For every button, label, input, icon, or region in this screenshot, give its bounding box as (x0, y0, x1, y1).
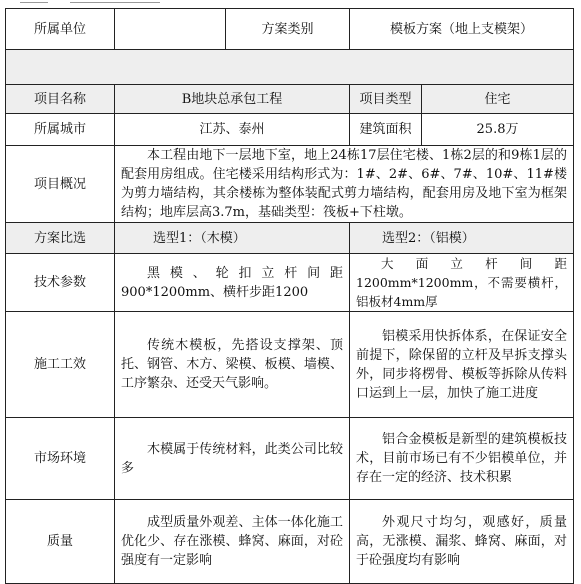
scheme-type-value: 模板方案（地上支模架） (350, 9, 574, 50)
scheme-comparison-table (5, 8, 574, 584)
table-row (6, 114, 574, 146)
summary-text: 本工程由地下一层地下室，地上24栋17层住宅楼、1栋2层的和9栋1层的配套用房组成。住宅楼采用结构形式为：1#、2#、6#、7#、10#、11#楼为剪力墙结构，其余楼栋为整体装配式剪力墙结构，配套用房及地下室为框架结构；地库层高3.7m，基础类型：筏板+下柱墩。 (115, 146, 574, 223)
project-type-value: 住宅 (422, 85, 574, 114)
unit-value (115, 9, 226, 50)
area-label: 建筑面积 (350, 114, 422, 146)
quality-option2: 外观尺寸均匀，观感好，质量高，无涨模、漏浆、蜂窝、麻面，对于砼强度均有影响 (350, 500, 574, 584)
blank-separator-row (6, 50, 574, 85)
table-row (6, 9, 574, 50)
table-row (6, 85, 574, 114)
table-row (6, 50, 574, 85)
summary-label: 项目概况 (6, 146, 115, 223)
market-environment-option1: 木模属于传统材料，此类公司比较多 (115, 418, 350, 500)
tech-params-option1: 黑模、轮扣立杆间距900*1200mm、横杆步距1200 (115, 254, 350, 312)
option2-header: 选型2：（铝模） (350, 223, 574, 254)
city-value: 江苏、泰州 (115, 114, 350, 146)
table-row (6, 312, 574, 418)
construction-efficiency-option2: 铝模采用快拆体系，在保证安全前提下，除保留的立杆及早拆支撑头外，同步将楞骨、模板等拆除从传料口运到上一层，加快了施工进度 (350, 312, 574, 418)
project-type-label: 项目类型 (350, 85, 422, 114)
table-row (6, 223, 574, 254)
project-name-label: 项目名称 (6, 85, 115, 114)
market-environment-label: 市场环境 (6, 418, 115, 500)
area-value: 25.8万 (422, 114, 574, 146)
unit-label: 所属单位 (6, 9, 115, 50)
top-edge-fragment (0, 0, 581, 8)
table-row (6, 418, 574, 500)
top-edge-stub (20, 2, 48, 3)
comparison-label: 方案比选 (6, 223, 115, 254)
construction-efficiency-label: 施工工效 (6, 312, 115, 418)
market-environment-option2: 铝合金模板是新型的建筑模板技术，目前市场已有不少铝模单位，并存在一定的经济、技术积累 (350, 418, 574, 500)
table-row (6, 146, 574, 223)
construction-efficiency-option1: 传统木模板，先搭设支撑架、顶托、钢管、木方、梁模、板模、墙模、工序繁杂、还受天气影响。 (115, 312, 350, 418)
table-row (6, 254, 574, 312)
quality-option1: 成型质量外观差、主体一体化施工优化少、存在涨模、蜂窝、麻面，对砼强度有一定影响 (115, 500, 350, 584)
tech-params-option2: 大面立杆间距1200mm*1200mm，不需要横杆，铝板材4mm厚 (350, 254, 574, 312)
city-label: 所属城市 (6, 114, 115, 146)
quality-label: 质量 (6, 500, 115, 584)
option1-header: 选型1：（木模） (115, 223, 350, 254)
tech-params-label: 技术参数 (6, 254, 115, 312)
scheme-type-label: 方案类别 (226, 9, 350, 50)
project-name-value: B地块总承包工程 (115, 85, 350, 114)
top-edge-stub (70, 2, 160, 3)
